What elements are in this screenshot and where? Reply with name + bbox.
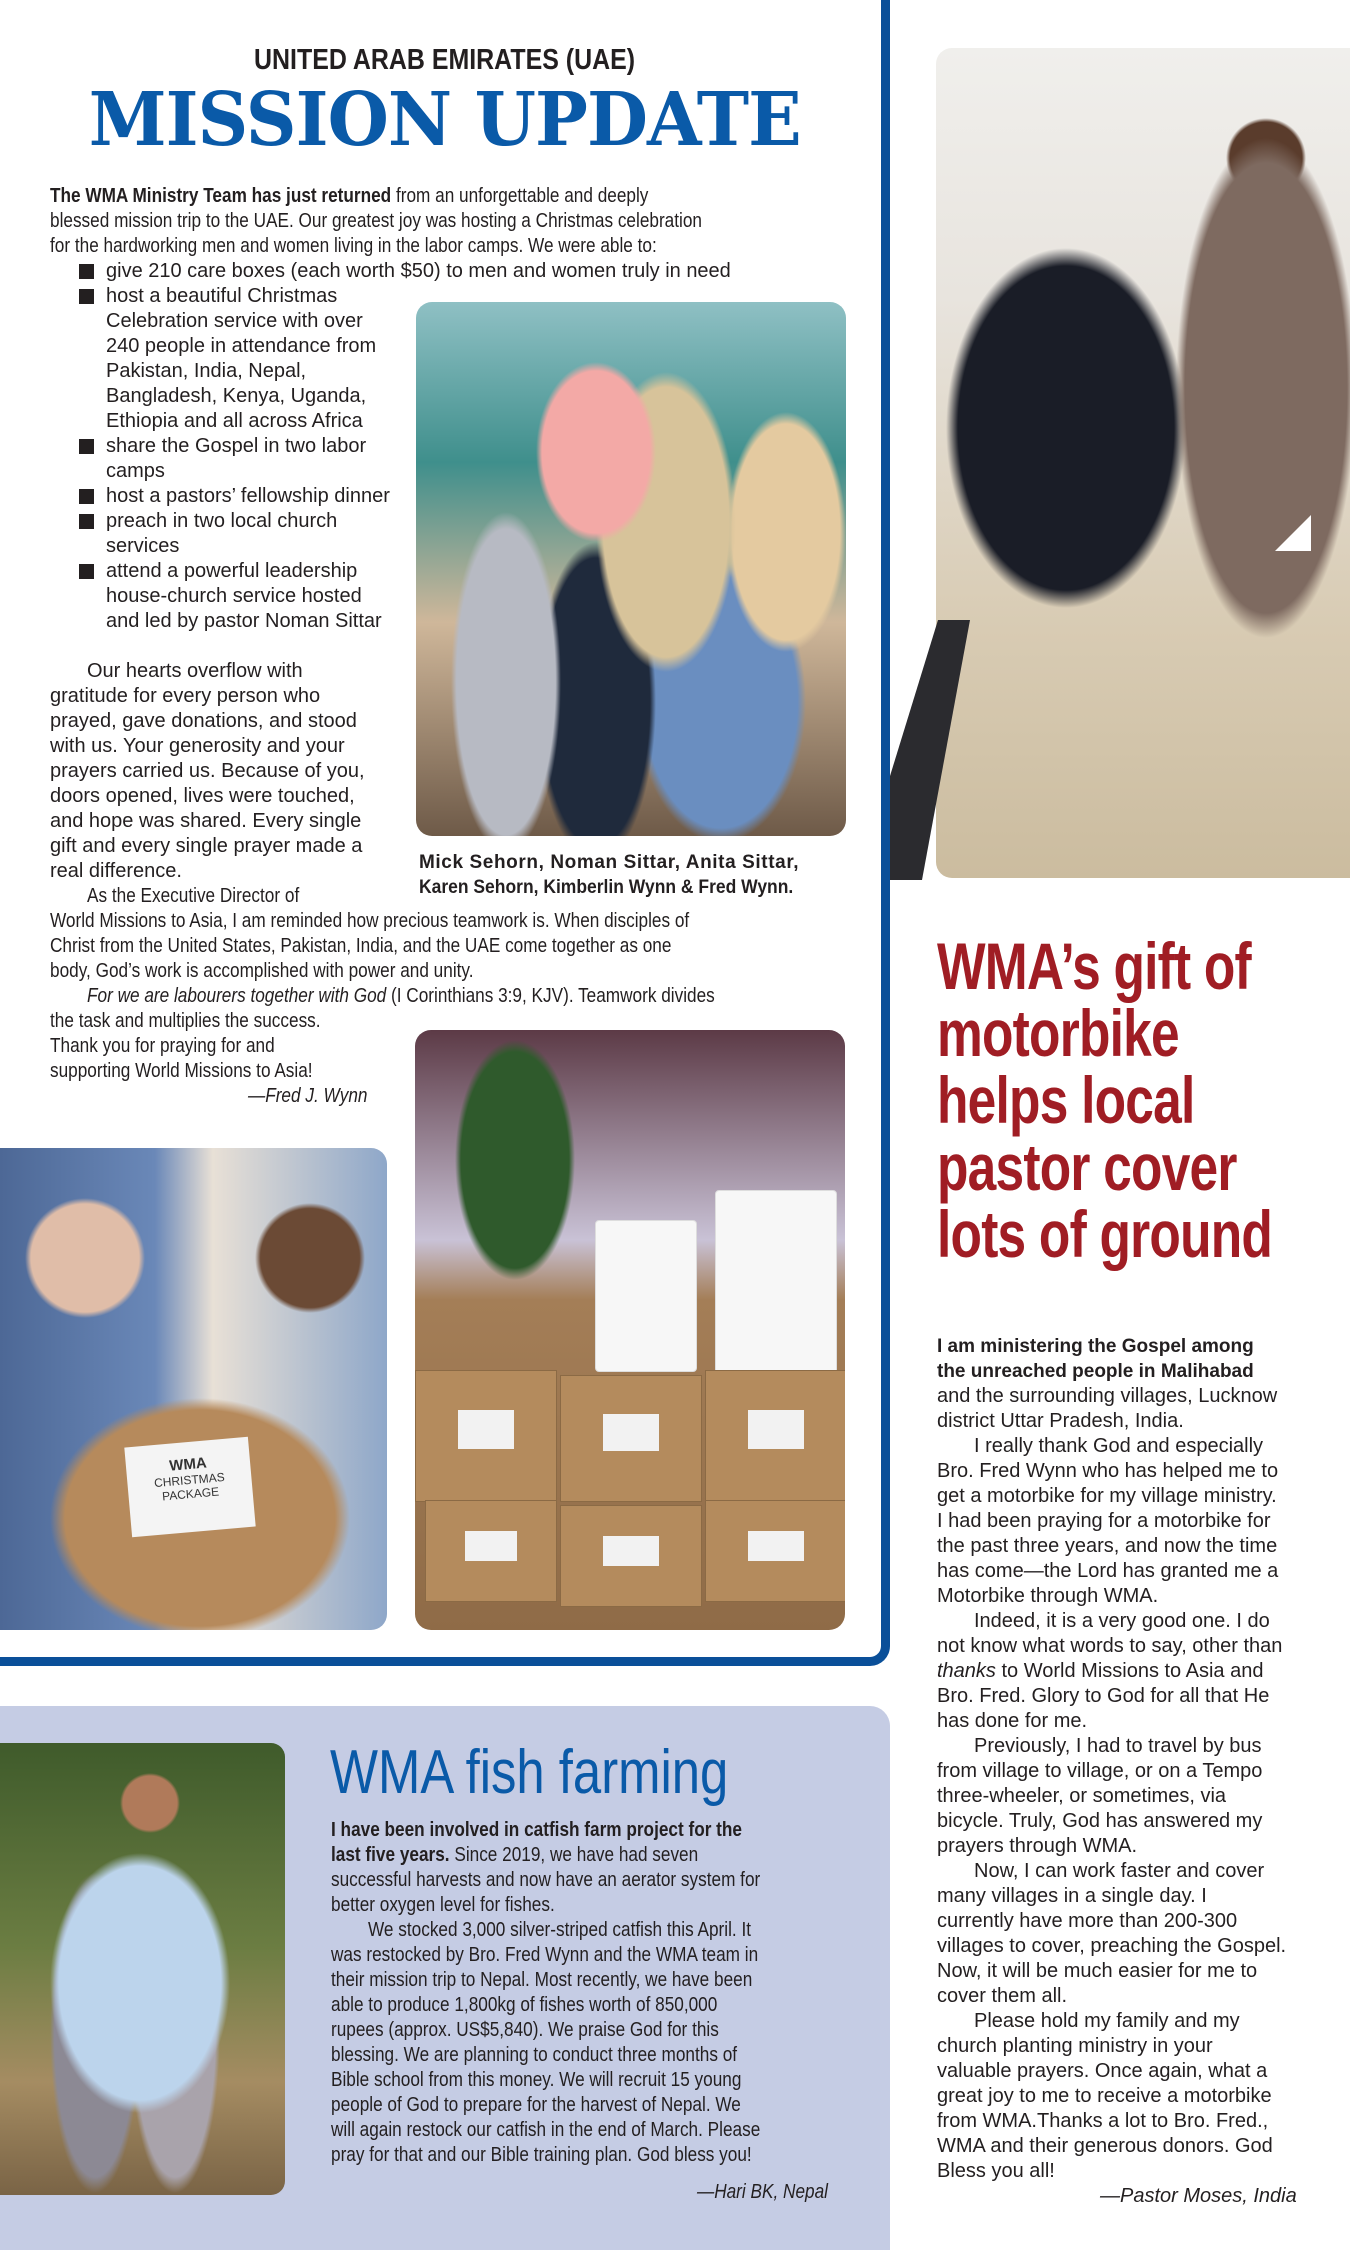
package-box	[560, 1505, 702, 1607]
christmas-package-gift-photo	[0, 1148, 387, 1630]
text-line: able to produce 1,800kg of fishes worth of 850,000	[331, 1994, 718, 2016]
text-line: Our hearts overflow with	[87, 660, 303, 682]
text-line: Previously, I had to travel by bus	[974, 1735, 1262, 1757]
lead-line: I have been involved in catfish farm project for the	[331, 1819, 742, 1841]
text-line: prayers through WMA.	[937, 1835, 1138, 1857]
text-line: doors opened, lives were touched,	[50, 785, 355, 807]
text-line: Now, it will be much easier for me to	[937, 1960, 1258, 1982]
text-line: blessing. We are planning to conduct three months of	[331, 2044, 738, 2066]
text-line: body, God’s work is accomplished with power and unity.	[50, 960, 474, 982]
motorbike-headline: WMA’s gift of motorbike helps local pastor cover lots of ground	[937, 929, 1273, 1271]
text-line: with us. Your generosity and your	[50, 735, 345, 757]
text-line: Indeed, it is a very good one. I do	[974, 1610, 1270, 1632]
text-line: currently have more than 200-300	[937, 1910, 1238, 1932]
bullet-item-cont: Pakistan, India, Nepal,	[106, 360, 307, 382]
bullet-item-cont: services	[106, 535, 180, 557]
text-line: three-wheeler, or sometimes, via	[937, 1785, 1227, 1807]
text-line: better oxygen level for fishes.	[331, 1894, 555, 1916]
lead-line: I am ministering the Gospel among	[937, 1336, 1254, 1357]
text-line: the past three years, and now the time	[937, 1535, 1278, 1557]
text-line: has come—the Lord has granted me a	[937, 1560, 1279, 1582]
text-line: gift and every single prayer made a	[50, 835, 363, 857]
text-line: Bro. Fred. Glory to God for all that He	[937, 1685, 1270, 1707]
signature-fred-wynn: —Fred J. Wynn	[248, 1085, 368, 1107]
caption-line: Mick Sehorn, Noman Sittar, Anita Sittar,	[419, 852, 800, 873]
text-line: cover them all.	[937, 1985, 1068, 2007]
bullet-icon	[79, 514, 94, 529]
text-line: people of God to prepare for the harvest of Nepal. We	[331, 2094, 741, 2116]
intro-line-2: blessed mission trip to the UAE. Our greatest joy was hosting a Christmas celebration	[50, 210, 702, 232]
text-line: gratitude for every person who	[50, 685, 321, 707]
bullet-icon	[79, 489, 94, 504]
text-line: successful harvests and now have an aerator system for	[331, 1869, 761, 1891]
text-line: great joy to me to receive a motorbike	[937, 2085, 1272, 2107]
text-line: prayers carried us. Because of you,	[50, 760, 365, 782]
bullet-item-cont: house-church service hosted	[106, 585, 362, 607]
bullet-item-cont: Bangladesh, Kenya, Uganda,	[106, 385, 367, 407]
text-line: many villages in a single day. I	[937, 1885, 1207, 1907]
intro-line-1: The WMA Ministry Team has just returned from an unforgettable and deeply	[50, 185, 649, 207]
package-box	[705, 1370, 845, 1502]
bullet-item-cont: camps	[106, 460, 165, 482]
bullet-icon	[79, 564, 94, 579]
text-line: pray for that and our Bible training plan. God bless you!	[331, 2144, 752, 2166]
text-line: has done for me.	[937, 1710, 1088, 1732]
text-line: supporting World Missions to Asia!	[50, 1060, 313, 1082]
text-line: bicycle. Truly, God has answered my	[937, 1810, 1263, 1832]
bullet-item: attend a powerful leadership	[106, 560, 358, 582]
text-line: get a motorbike for my village ministry.	[937, 1485, 1277, 1507]
bullet-item: preach in two local church	[106, 510, 338, 532]
text-line: Bless you all!	[937, 2160, 1055, 2182]
text-line: was restocked by Bro. Fred Wynn and the WMA team in	[331, 1944, 759, 1966]
bullet-item: share the Gospel in two labor	[106, 435, 367, 457]
text-line: World Missions to Asia, I am reminded how precious teamwork is. When disciples of	[50, 910, 690, 932]
mission-update-title: MISSION UPDATE	[89, 77, 801, 163]
catfish-photo	[0, 1743, 285, 2195]
text-line: WMA and their generous donors. God	[937, 2135, 1273, 2157]
bullet-item-cont: Ethiopia and all across Africa	[106, 410, 363, 432]
motorbike-photo	[936, 48, 1350, 878]
text-line: Motorbike through WMA.	[937, 1585, 1159, 1607]
text-line: Bible school from this money. We will recruit 15 young	[331, 2069, 742, 2091]
text-line: from WMA.Thanks a lot to Bro. Fred.,	[937, 2110, 1269, 2132]
text-line: prayed, gave donations, and stood	[50, 710, 357, 732]
signature-hari-bk: —Hari BK, Nepal	[697, 2181, 828, 2203]
text-line: Please hold my family and my	[974, 2010, 1240, 2032]
bullet-icon	[79, 289, 94, 304]
intro-line-3: for the hardworking men and women living in the labor camps. We were able to:	[50, 235, 657, 257]
package-label: WMA CHRISTMAS PACKAGE	[124, 1437, 255, 1537]
thanks-line: thanks to World Missions to Asia and	[937, 1660, 1264, 1682]
triangle-icon	[1275, 515, 1311, 551]
text-line: valuable prayers. Once again, what a	[937, 2060, 1268, 2082]
bullet-item: give 210 care boxes (each worth $50) to men and women truly in need	[106, 260, 731, 282]
text-line: As the Executive Director of	[87, 885, 300, 907]
lead-line: the unreached people in Malihabad	[937, 1361, 1254, 1382]
text-line: I had been praying for a motorbike for	[937, 1510, 1271, 1532]
text-line: district Uttar Pradesh, India.	[937, 1410, 1184, 1432]
package-box	[560, 1375, 702, 1502]
signature-pastor-moses: —Pastor Moses, India	[1100, 2185, 1297, 2207]
text-line: I really thank God and especially	[974, 1435, 1264, 1457]
bullet-item: host a beautiful Christmas	[106, 285, 338, 307]
bullet-icon	[79, 439, 94, 454]
text-line: Christ from the United States, Pakistan, India, and the UAE come together as one	[50, 935, 672, 957]
text-line: the task and multiplies the success.	[50, 1010, 321, 1032]
text-line: rupees (approx. US$5,840). We praise God for this	[331, 2019, 719, 2041]
bullet-item: host a pastors’ fellowship dinner	[106, 485, 390, 507]
text-line: and the surrounding villages, Lucknow	[937, 1385, 1278, 1407]
country-subtitle: UNITED ARAB EMIRATES (UAE)	[254, 44, 636, 76]
text-line: We stocked 3,000 silver-striped catfish this April. It	[368, 1919, 752, 1941]
package-box	[425, 1500, 557, 1602]
text-line: Thank you for praying for and	[50, 1035, 275, 1057]
fish-farming-title: WMA fish farming	[330, 1738, 729, 1807]
gift-bag	[595, 1220, 697, 1372]
text-line: church planting ministry in your	[937, 2035, 1213, 2057]
text-line: Now, I can work faster and cover	[974, 1860, 1265, 1882]
text-line: their mission trip to Nepal. Most recently, we have been	[331, 1969, 753, 1991]
verse-line: For we are labourers together with God (I Corinthians 3:9, KJV). Teamwork divides	[87, 985, 715, 1007]
text-line: not know what words to say, other than	[937, 1635, 1283, 1657]
group-photo	[416, 302, 846, 836]
package-box	[705, 1500, 845, 1602]
frame-border-vertical	[881, 0, 890, 1645]
text-line: Bro. Fred Wynn who has helped me to	[937, 1460, 1279, 1482]
text-line: villages to cover, preaching the Gospel.	[937, 1935, 1287, 1957]
gift-bag	[715, 1190, 837, 1377]
text-line: and hope was shared. Every single	[50, 810, 362, 832]
bullet-icon	[79, 264, 94, 279]
christmas-packages-photo	[415, 1030, 845, 1630]
text-line: real difference.	[50, 860, 182, 882]
text-line: from village to village, or on a Tempo	[937, 1760, 1263, 1782]
bullet-item-cont: Celebration service with over	[106, 310, 363, 332]
caption-line: Karen Sehorn, Kimberlin Wynn & Fred Wynn.	[419, 877, 794, 898]
text-line: will again restock our catfish in the end of March. Please	[331, 2119, 761, 2141]
lead-line-2: last five years. Since 2019, we have had seven	[331, 1844, 699, 1866]
bullet-item-cont: 240 people in attendance from	[106, 335, 377, 357]
package-box	[415, 1370, 557, 1502]
bullet-item-cont: and led by pastor Noman Sittar	[106, 610, 382, 632]
